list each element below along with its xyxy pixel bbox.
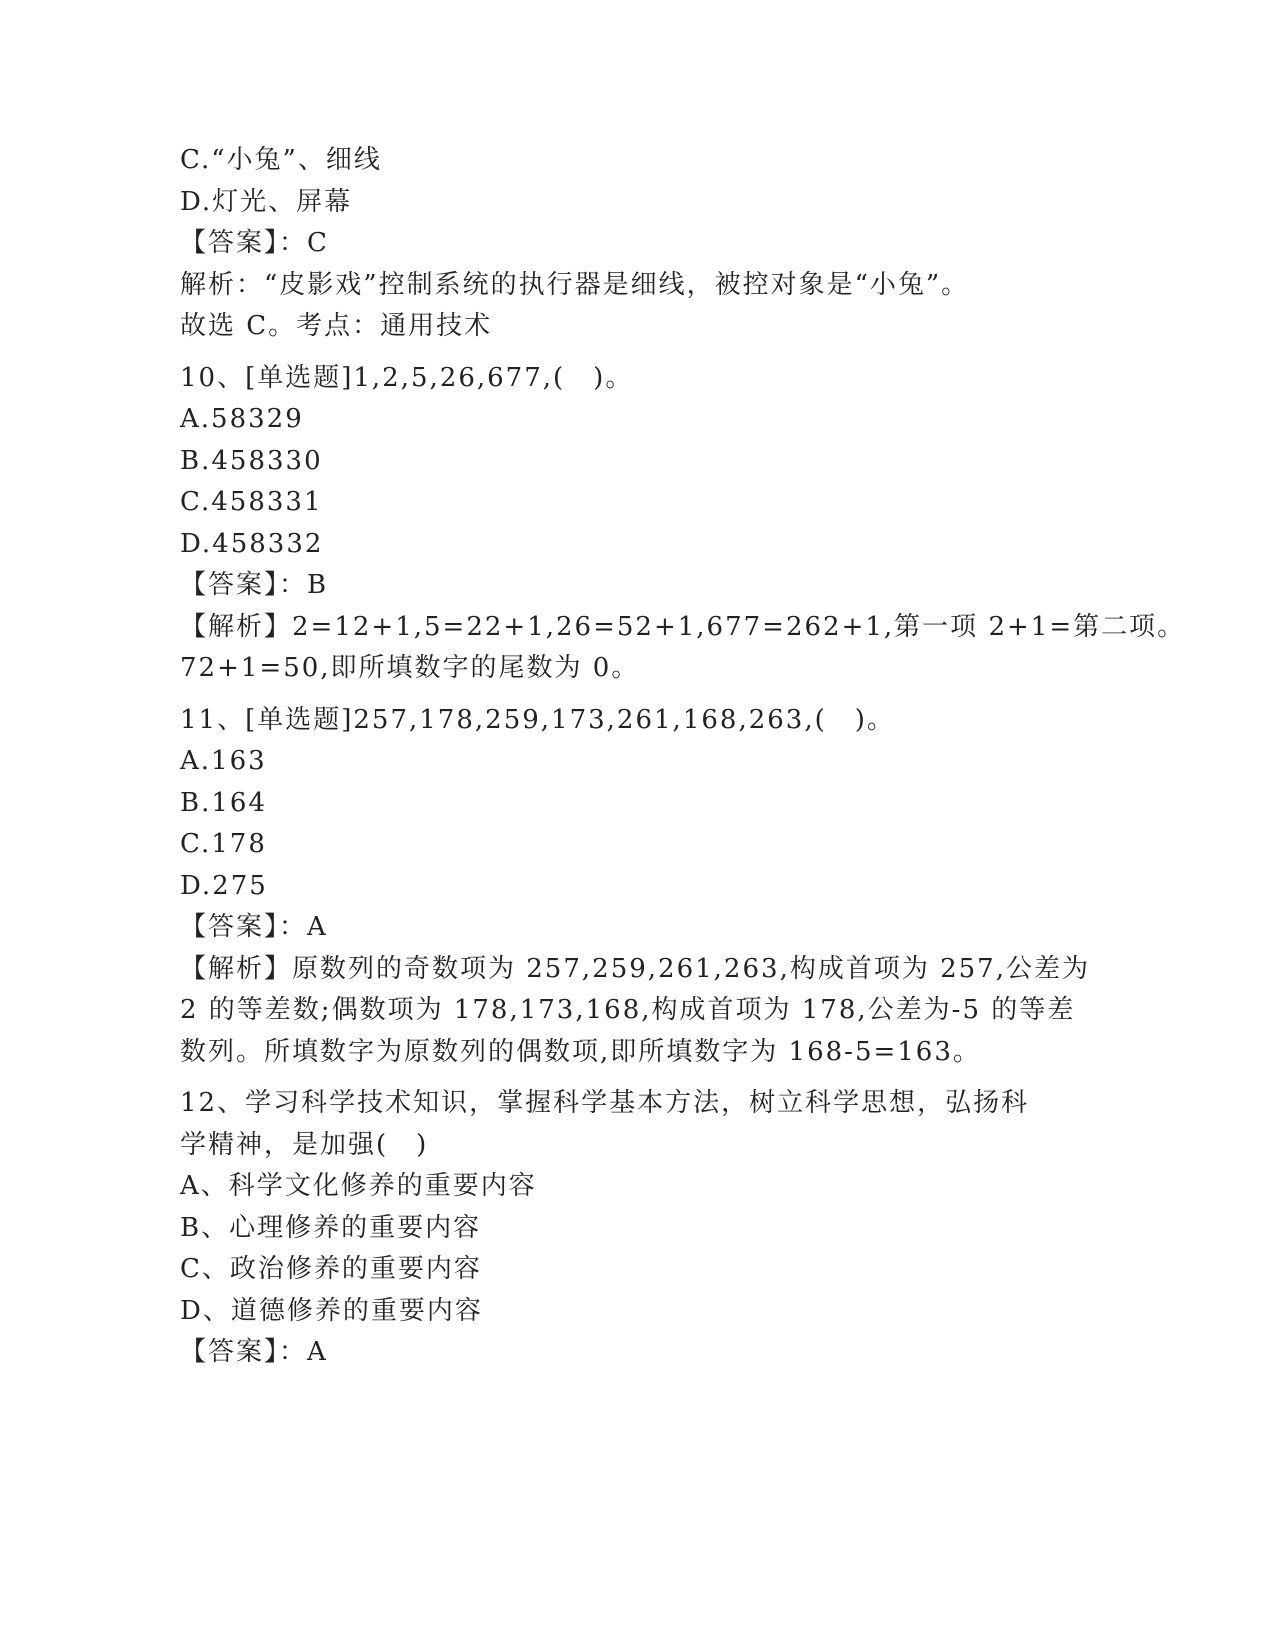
answer-line: 【答案】：B [180, 570, 329, 600]
option-b: B.458330 [180, 445, 323, 476]
document-page [180, 140, 1186, 1374]
question-11 [180, 700, 1090, 1074]
spacer [180, 348, 1080, 358]
analysis-line: 数列。所填数字为原数列的偶数项,即所填数字为 168-5=163。 [180, 1036, 981, 1067]
analysis-line: 2 的等差数;偶数项为 178,173,168,构成首项为 178,公差为-5 的等差 [180, 995, 1076, 1025]
question-12 [180, 1083, 1080, 1374]
analysis-line: 【解析】原数列的奇数项为 257,259,261,263,构成首项为 257,公差为 [180, 953, 1090, 984]
question-9-tail [180, 140, 1080, 348]
question-10 [180, 358, 1186, 690]
option-b: B.164 [180, 787, 267, 818]
option-a: A.163 [180, 746, 267, 776]
option-a: A、科学文化修养的重要内容 [180, 1171, 537, 1201]
analysis-line: 解析：“皮影戏”控制系统的执行器是细线，被控对象是“小兔”。 [180, 269, 970, 300]
question-text: 10、[单选题]1,2,5,26,677,( )。 [180, 362, 634, 393]
question-text: 11、[单选题]257,178,259,173,261,168,263,( )。 [180, 704, 895, 735]
question-text: 12、学习科学技术知识，掌握科学基本方法，树立科学思想，弘扬科 [180, 1088, 1030, 1118]
spacer [180, 690, 1080, 700]
analysis-line: 【解析】2=12+1,5=22+1,26=52+1,677=262+1,第一项 2+1=第二项。 [180, 611, 1186, 642]
option-d: D.275 [180, 870, 268, 901]
answer-line: 【答案】：A [180, 912, 328, 942]
option-d: D.灯光、屏幕 [180, 186, 353, 217]
option-d: D、道德修养的重要内容 [180, 1295, 483, 1326]
option-a: A.58329 [180, 404, 304, 434]
option-b: B、心理修养的重要内容 [180, 1212, 482, 1243]
answer-line: 【答案】：A [180, 1337, 328, 1367]
analysis-line: 72+1=50,即所填数字的尾数为 0。 [180, 653, 640, 683]
option-c: C、政治修养的重要内容 [180, 1254, 482, 1284]
spacer [180, 1073, 1080, 1083]
option-d: D.458332 [180, 528, 324, 559]
option-c: C.“小兔”、细线 [180, 145, 382, 175]
option-c: C.458331 [180, 487, 323, 517]
answer-line: 【答案】：C [180, 228, 329, 258]
analysis-line: 故选 C。考点：通用技术 [180, 311, 493, 341]
option-c: C.178 [180, 829, 267, 859]
question-text: 学精神，是加强( ) [180, 1129, 429, 1160]
